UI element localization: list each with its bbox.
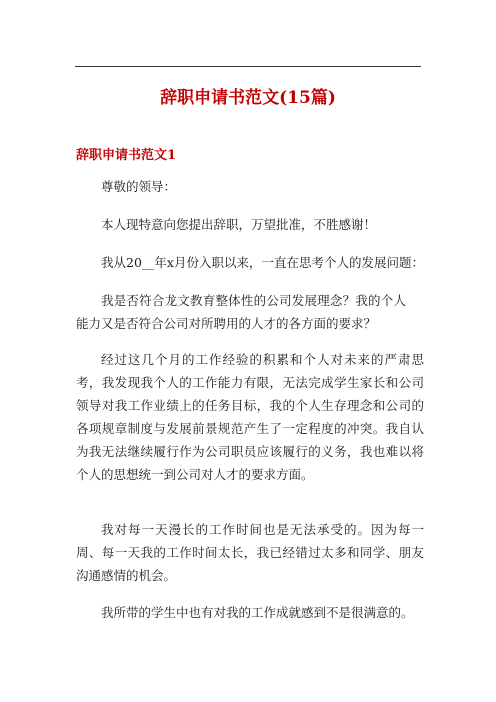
header-rule xyxy=(75,66,421,67)
paragraph-4: 经过这几个月的工作经验的积累和个人对未来的严肃思考，我发现我个人的工作能力有限，无法完成学生家长和公司领导对我工作业绩上的任务目标，我的个人生存理念和公司的各项规章制度与发展前景规范产生了一定程度的冲突。我自认为我无法继续履行作为公司职员应该履行的义务，我也难以将个人的思想统一到公司对人才的要求方面。 xyxy=(76,352,424,482)
paragraph-5: 我对每一天漫长的工作时间也是无法承受的。因为每一周、每一天我的工作时间太长，我已经错过太多和同学、朋友沟通感情的机会。 xyxy=(76,522,424,583)
paragraph-6: 我所带的学生中也有对我的工作成就感到不是很满意的。 xyxy=(101,605,414,620)
salutation: 尊敬的领导： xyxy=(101,179,177,194)
paragraph-1: 本人现特意向您提出辞职，万望批准，不胜感谢！ xyxy=(101,217,377,232)
document-title: 辞职申请书范文(15篇) xyxy=(160,88,336,108)
paragraph-2: 我从20__年x月份入职以来，一直在思考个人的发展问题： xyxy=(101,255,424,270)
paragraph-3: 我是否符合龙文教育整体性的公司发展理念？我的个人能力又是否符合公司对所聘用的人才的各方面的要求？ xyxy=(76,293,406,331)
section-heading: 辞职申请书范文1 xyxy=(76,148,177,163)
